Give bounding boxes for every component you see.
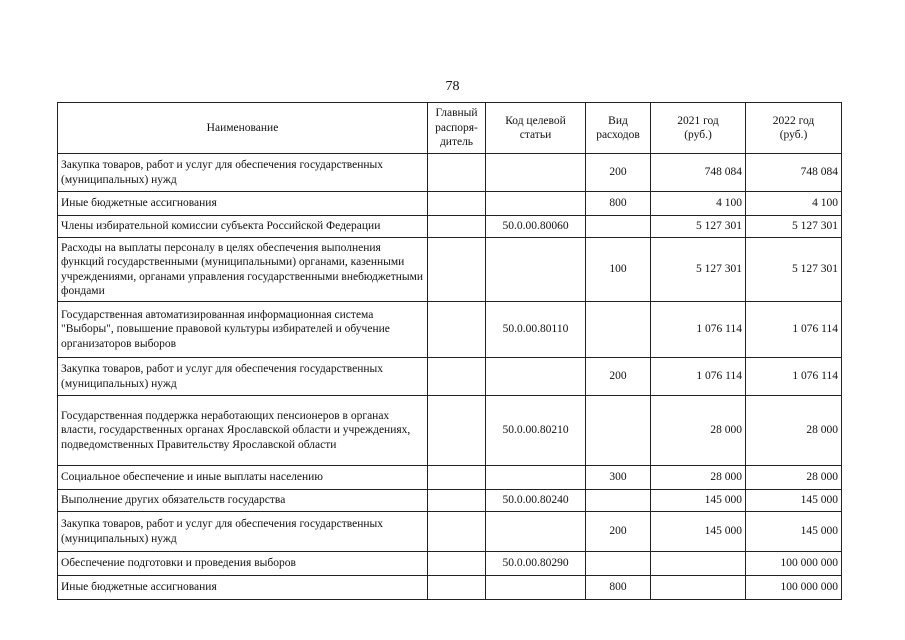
cell-glav [428,358,486,396]
cell-name: Расходы на выплаты персоналу в целях обеспечения выполнения функций государственными (муниципальными) органами, казенными учреждениями, органами управления государственными внебюджетными фондами [58,238,428,302]
header-glav-line1: Главный [435,107,478,120]
cell-kod [486,576,586,600]
cell-2022: 1 076 114 [746,358,842,396]
table-row [58,576,842,600]
cell-vid [586,396,651,466]
cell-2022: 5 127 301 [746,238,842,302]
cell-name: Иные бюджетные ассигнования [58,576,428,600]
cell-2021: 1 076 114 [651,358,746,396]
cell-glav [428,154,486,192]
cell-name: Закупка товаров, работ и услуг для обеспечения государственных (муниципальных) нужд [58,154,428,192]
header-name: Наименование [58,103,428,154]
cell-name: Обеспечение подготовки и проведения выборов [58,552,428,576]
header-glav-line2: распоря- [435,121,478,134]
cell-name: Закупка товаров, работ и услуг для обеспечения государственных (муниципальных) нужд [58,358,428,396]
cell-glav [428,576,486,600]
table-row [58,238,842,302]
header-glav [428,103,486,154]
header-2022-line2: (руб.) [779,129,808,141]
header-row [58,103,842,154]
cell-kod [486,512,586,552]
cell-2022: 5 127 301 [746,216,842,238]
cell-2022: 145 000 [746,512,842,552]
cell-kod: 50.0.00.80210 [486,396,586,466]
cell-name: Государственная поддержка неработающих пенсионеров в органах власти, государственных органах Ярославской области и учреждениях, подведомственных Правительству Ярославской области [58,396,428,466]
table-row [58,216,842,238]
table-row [58,396,842,466]
cell-2022: 145 000 [746,490,842,512]
table-row [58,552,842,576]
table-row [58,302,842,358]
header-vid-line1: Вид [608,114,628,127]
header-glav-line3: дитель [439,136,474,149]
cell-glav [428,216,486,238]
cell-kod: 50.0.00.80060 [486,216,586,238]
header-vid [586,103,651,154]
cell-glav [428,490,486,512]
cell-2022: 4 100 [746,192,842,216]
cell-vid [586,216,651,238]
page-number: 78 [445,79,460,94]
cell-2021: 4 100 [651,192,746,216]
cell-glav [428,466,486,490]
cell-vid [586,490,651,512]
cell-2021: 145 000 [651,490,746,512]
cell-glav [428,396,486,466]
cell-name: Государственная автоматизированная информационная система "Выборы", повышение правовой культуры избирателей и обучение организаторов выборов [58,302,428,358]
cell-kod [486,154,586,192]
table-row [58,490,842,512]
budget-table [57,102,842,600]
cell-2021: 1 076 114 [651,302,746,358]
cell-vid: 800 [586,192,651,216]
cell-name: Социальное обеспечение и иные выплаты населению [58,466,428,490]
cell-2022: 1 076 114 [746,302,842,358]
cell-2022: 748 084 [746,154,842,192]
cell-vid: 200 [586,512,651,552]
table-row [58,192,842,216]
table-row [58,512,842,552]
header-2022 [746,103,842,154]
cell-2021 [651,552,746,576]
cell-2021: 5 127 301 [651,216,746,238]
cell-kod [486,466,586,490]
cell-glav [428,192,486,216]
cell-vid: 800 [586,576,651,600]
header-kod-line2: статьи [519,129,552,141]
cell-kod: 50.0.00.80290 [486,552,586,576]
cell-2021: 748 084 [651,154,746,192]
cell-vid [586,552,651,576]
header-2022-line1: 2022 год [772,114,815,127]
cell-name: Выполнение других обязательств государства [58,490,428,512]
cell-kod [486,192,586,216]
cell-2022: 28 000 [746,466,842,490]
cell-kod [486,358,586,396]
header-kod [486,103,586,154]
cell-vid [586,302,651,358]
cell-vid: 200 [586,358,651,396]
cell-2022: 28 000 [746,396,842,466]
cell-glav [428,238,486,302]
header-kod-line1: Код целевой [505,114,566,127]
header-2021-line1: 2021 год [677,114,719,127]
cell-vid: 300 [586,466,651,490]
cell-glav [428,302,486,358]
table-row [58,358,842,396]
cell-2021: 5 127 301 [651,238,746,302]
cell-2021 [651,576,746,600]
cell-2021: 28 000 [651,466,746,490]
cell-2022: 100 000 000 [746,552,842,576]
cell-vid: 200 [586,154,651,192]
cell-vid: 100 [586,238,651,302]
cell-2021: 28 000 [651,396,746,466]
cell-name: Закупка товаров, работ и услуг для обеспечения государственных (муниципальных) нужд [58,512,428,552]
cell-name: Иные бюджетные ассигнования [58,192,428,216]
cell-kod: 50.0.00.80240 [486,490,586,512]
header-vid-line2: расходов [596,129,640,141]
header-2021-line2: (руб.) [684,129,712,141]
table-row [58,154,842,192]
cell-glav [428,552,486,576]
cell-name: Члены избирательной комиссии субъекта Российской Федерации [58,216,428,238]
table-row [58,466,842,490]
header-2021 [651,103,746,154]
cell-glav [428,512,486,552]
cell-kod [486,238,586,302]
cell-kod: 50.0.00.80110 [486,302,586,358]
cell-2022: 100 000 000 [746,576,842,600]
cell-2021: 145 000 [651,512,746,552]
